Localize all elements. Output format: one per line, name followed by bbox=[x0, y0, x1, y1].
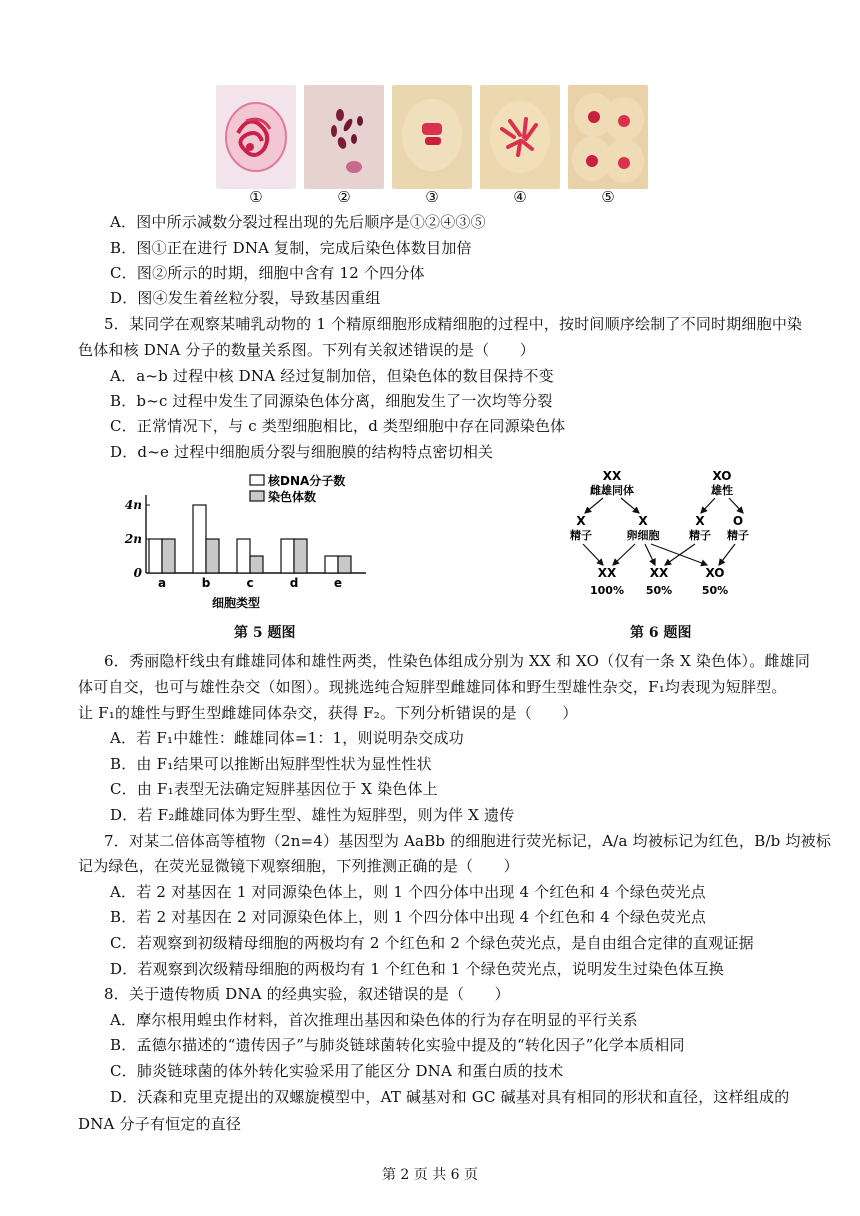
arrow bbox=[645, 544, 655, 565]
page-footer: 第 2 页 共 6 页 bbox=[381, 1167, 479, 1183]
q8-option-b: B．孟德尔描述的“遗传因子”与肺炎链球菌转化实验中提及的“转化因子”化学本质相同 bbox=[110, 1036, 685, 1054]
q8-option-d-continued: DNA 分子有恒定的直径 bbox=[78, 1115, 242, 1133]
q7-stem-line-1: 7．对某二倍体高等植物（2n=4）基因型为 AaBb 的细胞进行荧光标记，A/a 均被标记为红色，B/b 均被标 bbox=[104, 832, 832, 850]
bar-e-dna bbox=[325, 556, 338, 573]
offspring: XO bbox=[705, 566, 725, 580]
q8-option-d: D．沃森和克里克提出的双螺旋模型中，AT 碱基对和 GC 碱基对具有相同的形状和直径，这样组成的 bbox=[110, 1088, 790, 1106]
photo-label: ⑤ bbox=[601, 188, 615, 206]
x-axis-label: 细胞类型 bbox=[211, 596, 261, 610]
q4-option-d: D．图④发生着丝粒分裂，导致基因重组 bbox=[110, 289, 381, 307]
male-genotype: XO bbox=[712, 469, 732, 483]
offspring-ratio: 50% bbox=[645, 584, 673, 597]
q6-cross-diagram bbox=[555, 468, 775, 603]
x-tick-label: e bbox=[333, 576, 343, 590]
y-tick-label: 2n bbox=[124, 532, 142, 546]
arrow bbox=[701, 498, 715, 513]
bar-b-dna bbox=[193, 505, 206, 573]
arrow bbox=[665, 544, 695, 565]
q5-figure-caption: 第 5 题图 bbox=[234, 625, 296, 641]
offspring-ratio: 100% bbox=[590, 584, 624, 597]
micrograph-strip bbox=[216, 85, 648, 189]
q6-figure-caption: 第 6 题图 bbox=[630, 625, 692, 641]
arrow bbox=[621, 498, 639, 513]
gamete: X bbox=[638, 514, 648, 528]
legend-swatch bbox=[250, 491, 264, 501]
q5-option-d: D．d~e 过程中细胞质分裂与细胞膜的结构特点密切相关 bbox=[110, 443, 494, 461]
q6-option-c: C．由 F₁表型无法确定短胖基因位于 X 染色体上 bbox=[110, 780, 438, 798]
q6-stem-line-2: 体可自交，也可与雄性杂交（如图）。现挑选纯合短胖型雌雄同体和野生型雄性杂交，F₁均表现为短胖型。 bbox=[78, 678, 787, 696]
gamete-label: 精子 bbox=[570, 529, 592, 542]
q6-stem-line-3: 让 F₁的雄性与野生型雌雄同体杂交，获得 F₂。下列分析错误的是（ ） bbox=[78, 704, 578, 722]
q5-bar-chart bbox=[108, 470, 378, 620]
bar-e-chromosome bbox=[338, 556, 351, 573]
q4-option-c: C．图②所示的时期，细胞中含有 12 个四分体 bbox=[110, 264, 425, 282]
q7-option-b: B．若 2 对基因在 2 对同源染色体上，则 1 个四分体中出现 4 个红色和 4 个绿色荧光点 bbox=[110, 908, 707, 926]
q8-option-c: C．肺炎链球菌的体外转化实验采用了能区分 DNA 和蛋白质的技术 bbox=[110, 1062, 564, 1080]
q8-option-a: A．摩尔根用蝗虫作材料，首次推理出基因和染色体的行为存在明显的平行关系 bbox=[110, 1011, 638, 1029]
hermaphrodite-label: 雌雄同体 bbox=[590, 484, 634, 497]
q6-option-d: D．若 F₂雌雄同体为野生型、雄性为短胖型，则为伴 X 遗传 bbox=[110, 806, 515, 824]
micrograph-1 bbox=[216, 85, 296, 189]
photo-label: ① bbox=[249, 188, 263, 206]
gamete-label: 卵细胞 bbox=[626, 529, 660, 542]
legend-label: 核DNA分子数 bbox=[268, 474, 346, 488]
legend-swatch bbox=[250, 475, 264, 485]
arrow bbox=[613, 544, 635, 565]
bar-d-dna bbox=[281, 539, 294, 573]
gamete: X bbox=[576, 514, 586, 528]
q5-stem-line-1: 5．某同学在观察某哺乳动物的 1 个精原细胞形成精细胞的过程中，按时间顺序绘制了不同时期细胞中染 bbox=[104, 315, 803, 333]
q5-option-a: A．a~b 过程中核 DNA 经过复制加倍，但染色体的数目保持不变 bbox=[110, 367, 554, 385]
bar-a-chromosome bbox=[162, 539, 175, 573]
y-tick-label: 0 bbox=[133, 566, 142, 580]
bar-b-chromosome bbox=[206, 539, 219, 573]
gamete: O bbox=[732, 514, 744, 528]
photo-label: ③ bbox=[425, 188, 439, 206]
q7-option-c: C．若观察到初级精母细胞的两极均有 2 个红色和 2 个绿色荧光点，是自由组合定律的直观证据 bbox=[110, 934, 754, 952]
bar-c-dna bbox=[237, 539, 250, 573]
arrow bbox=[729, 498, 743, 513]
y-tick-label: 4n bbox=[124, 498, 142, 512]
bar-d-chromosome bbox=[294, 539, 307, 573]
x-tick-label: d bbox=[289, 576, 299, 590]
arrow bbox=[583, 544, 603, 565]
micrograph-5 bbox=[568, 85, 648, 189]
q7-stem-line-2: 记为绿色，在荧光显微镜下观察细胞，下列推测正确的是（ ） bbox=[78, 857, 519, 875]
micrograph-4 bbox=[480, 85, 560, 189]
x-tick-label: a bbox=[157, 576, 167, 590]
q5-option-b: B．b~c 过程中发生了同源染色体分离，细胞发生了一次均等分裂 bbox=[110, 392, 553, 410]
micrograph-3 bbox=[392, 85, 472, 189]
q6-option-b: B．由 F₁结果可以推断出短胖型性状为显性性状 bbox=[110, 755, 432, 773]
bar-a-dna bbox=[149, 539, 162, 573]
offspring-ratio: 50% bbox=[701, 584, 729, 597]
q4-option-a: A．图中所示减数分裂过程出现的先后顺序是①②④③⑤ bbox=[110, 213, 486, 231]
gamete: X bbox=[695, 514, 705, 528]
legend-label: 染色体数 bbox=[268, 490, 317, 504]
q5-stem-line-2: 色体和核 DNA 分子的数量关系图。下列有关叙述错误的是（ ） bbox=[78, 341, 535, 359]
q7-option-a: A．若 2 对基因在 1 对同源染色体上，则 1 个四分体中出现 4 个红色和 4 个绿色荧光点 bbox=[110, 883, 706, 901]
q7-option-d: D．若观察到次级精母细胞的两极均有 1 个红色和 1 个绿色荧光点，说明发生过染色体互换 bbox=[110, 960, 724, 978]
q5-option-c: C．正常情况下，与 c 类型细胞相比，d 类型细胞中存在同源染色体 bbox=[110, 417, 566, 435]
hermaphrodite-genotype: XX bbox=[602, 469, 622, 483]
q4-option-b: B．图①正在进行 DNA 复制，完成后染色体数目加倍 bbox=[110, 239, 472, 257]
micrograph-labels bbox=[216, 188, 648, 206]
bar-c-chromosome bbox=[250, 556, 263, 573]
x-tick-label: b bbox=[201, 576, 211, 590]
gamete-label: 精子 bbox=[689, 529, 711, 542]
q6-option-a: A．若 F₁中雄性：雌雄同体=1：1，则说明杂交成功 bbox=[110, 729, 464, 747]
micrograph-2 bbox=[304, 85, 384, 189]
offspring: XX bbox=[597, 566, 617, 580]
photo-label: ② bbox=[337, 188, 351, 206]
gamete-label: 精子 bbox=[727, 529, 749, 542]
offspring: XX bbox=[649, 566, 669, 580]
male-label: 雄性 bbox=[711, 484, 733, 497]
photo-label: ④ bbox=[513, 188, 527, 206]
q8-stem: 8．关于遗传物质 DNA 的经典实验，叙述错误的是（ ） bbox=[104, 985, 510, 1003]
arrow bbox=[585, 498, 603, 513]
q6-stem-line-1: 6．秀丽隐杆线虫有雌雄同体和雄性两类，性染色体组成分别为 XX 和 XO（仅有一条 X 染色体）。雌雄同 bbox=[104, 652, 811, 670]
arrow bbox=[719, 544, 735, 565]
x-tick-label: c bbox=[246, 576, 254, 590]
